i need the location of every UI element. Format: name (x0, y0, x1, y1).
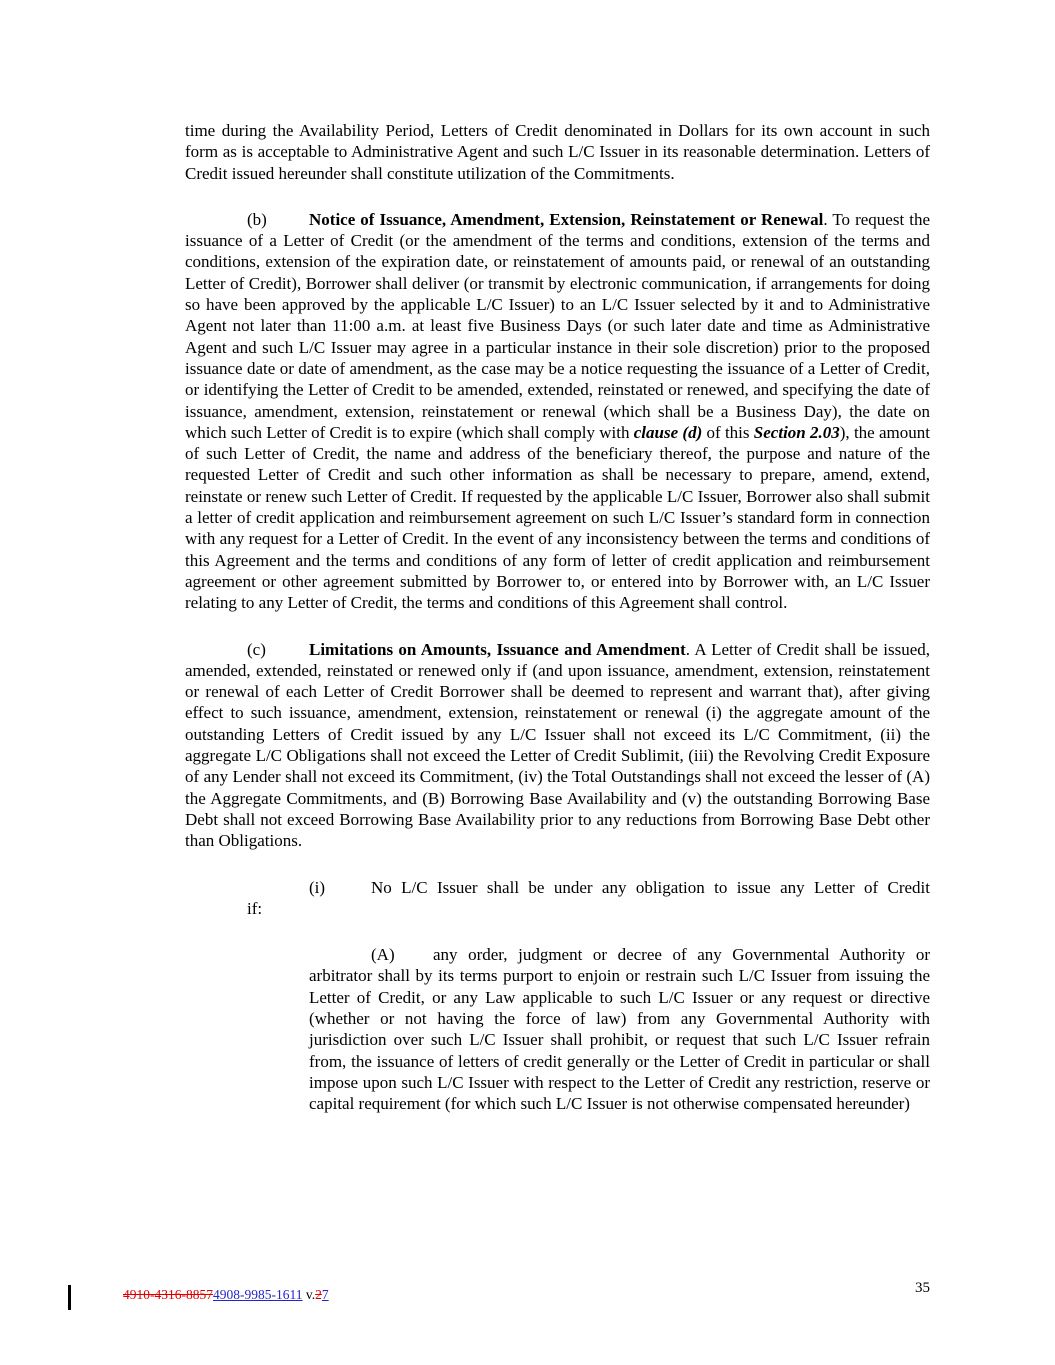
paragraph-i-no-obligation (247, 877, 930, 920)
clause-a-label: (A) (371, 945, 395, 965)
version-number-inserted: 7 (321, 1287, 329, 1302)
clause-i-first-line (247, 877, 930, 898)
document-id-footer (123, 1287, 329, 1303)
clause-c-text: . A Letter of Credit shall be issued, amended, extended, reinstated or renewed only if (and upon issuance, amendment, extension, reinstatement or renewal of each Letter of Credit Borrower shall be deemed to represent and warrant that), after giving effect to such issuance, amendment, extension, reinstatement or renewal (i) the aggregate amount of the outstanding Letters of Credit issued by any L/C Issuer shall not exceed its L/C Commitment, (ii) the aggregate L/C Obligations shall not exceed the Letter of Credit Sublimit, (iii) the Revolving Credit Exposure of any Lender shall not exceed its Commitment, (iv) the Total Outstandings shall not exceed the lesser of (A) the Aggregate Commitments, and (B) Borrowing Base Availability and (v) the outstanding Borrowing Base Debt shall not exceed Borrowing Base Availability prior to any reductions from Borrowing Base Debt other than Obligations. (185, 639, 930, 851)
document-id-inserted: 4908-9985-1611 (213, 1287, 303, 1302)
clause-b-text: . To request the issuance of a Letter of Credit (or the amendment of the terms and conditions, extension of the terms and conditions, extension of the expiration date, or reinstatement of amounts paid, or renewal of an outstanding Letter of Credit), Borrower shall deliver (or transmit by electronic communication, if arrangements for doing so have been approved by the applicable L/C Issuer) to an L/C Issuer selected by it and to Administrative Agent not later than 11:00 a.m. at least five Business Days (or such later date and time as Administrative Agent and such L/C Issuer may agree in a particular instance in their sole discretion) prior to the proposed issuance date or date of amendment, as the case may be a notice requesting the issuance of a Letter of Credit, or identifying the Letter of Credit to be amended, extended, reinstated or renewed, and specifying the date of issuance, amendment, extension, reinstatement or renewal (which shall be a Business Day), the date on which such Letter of Credit is to expire (which shall comply with (185, 209, 931, 442)
section-2-03-cross-reference: Section 2.03 (753, 422, 840, 442)
paragraph-c-limitations (185, 639, 930, 852)
clause-i-label: (i) (309, 877, 326, 897)
intro-text: time during the Availability Period, Letters of Credit denominated in Dollars for its own account in such form as is acceptable to Administrative Agent and such L/C Issuer in its reasonable determination. Letters of Credit issued hereunder shall constitute utilization of the Commitments. (185, 121, 930, 183)
clause-d-cross-reference: clause (d) (633, 422, 703, 442)
paragraph-b-notice-of-issuance (185, 209, 930, 614)
revision-change-bar (68, 1285, 71, 1310)
clause-a-text: any order, judgment or decree of any Governmental Authority or arbitrator shall by its terms purport to enjoin or restrain such L/C Issuer from issuing the Letter of Credit, or any Law applicable to such L/C Issuer or any request or directive (whether or not having the force of law) from any Governmental Authority with jurisdiction over such L/C Issuer shall prohibit, or request that such L/C Issuer refrain from, the issuance of letters of credit generally or the Letter of Credit in particular or shall impose upon such L/C Issuer with respect to the Letter of Credit any restriction, reserve or capital requirement (for which such L/C Issuer is not otherwise compensated hereunder) (309, 945, 930, 1114)
page-number: 35 (915, 1280, 930, 1296)
clause-b-label: (b) (247, 209, 267, 229)
version-prefix: v. (302, 1287, 316, 1302)
clause-b-text-mid: of this (702, 422, 754, 442)
clause-b-heading: Notice of Issuance, Amendment, Extension, Reinstatement or Renewal (309, 209, 824, 229)
document-id-deleted: 4910-4316-8857 (123, 1287, 213, 1302)
clause-c-heading: Limitations on Amounts, Issuance and Amendment (309, 639, 686, 659)
clause-i-second-line (247, 898, 930, 919)
clause-c-label: (c) (247, 639, 266, 659)
clause-i-text-if: if: (247, 898, 263, 918)
paragraph-intro-continuation (185, 120, 930, 184)
clause-i-text: No L/C Issuer shall be under any obligation to issue any Letter of Credit (371, 877, 930, 897)
document-body (185, 120, 930, 1139)
clause-b-text-tail: ), the amount of such Letter of Credit, the name and address of the beneficiary thereof, the purpose and nature of the requested Letter of Credit and such other information as shall be necessary to prepare, amend, extend, reinstate or renew such Letter of Credit. If requested by the applicable L/C Issuer, Borrower also shall submit a letter of credit application and reimbursement agreement on such L/C Issuer’s standard form in connection with any request for a Letter of Credit. In the event of any inconsistency between the terms and conditions of this Agreement and the terms and conditions of any form of letter of credit application and reimbursement agreement or other agreement submitted by Borrower to, or entered into by Borrower with, an L/C Issuer relating to any Letter of Credit, the terms and conditions of this Agreement shall control. (185, 422, 930, 613)
version-number-deleted: 2 (315, 1287, 322, 1302)
paragraph-a-governmental-authority (309, 944, 930, 1114)
